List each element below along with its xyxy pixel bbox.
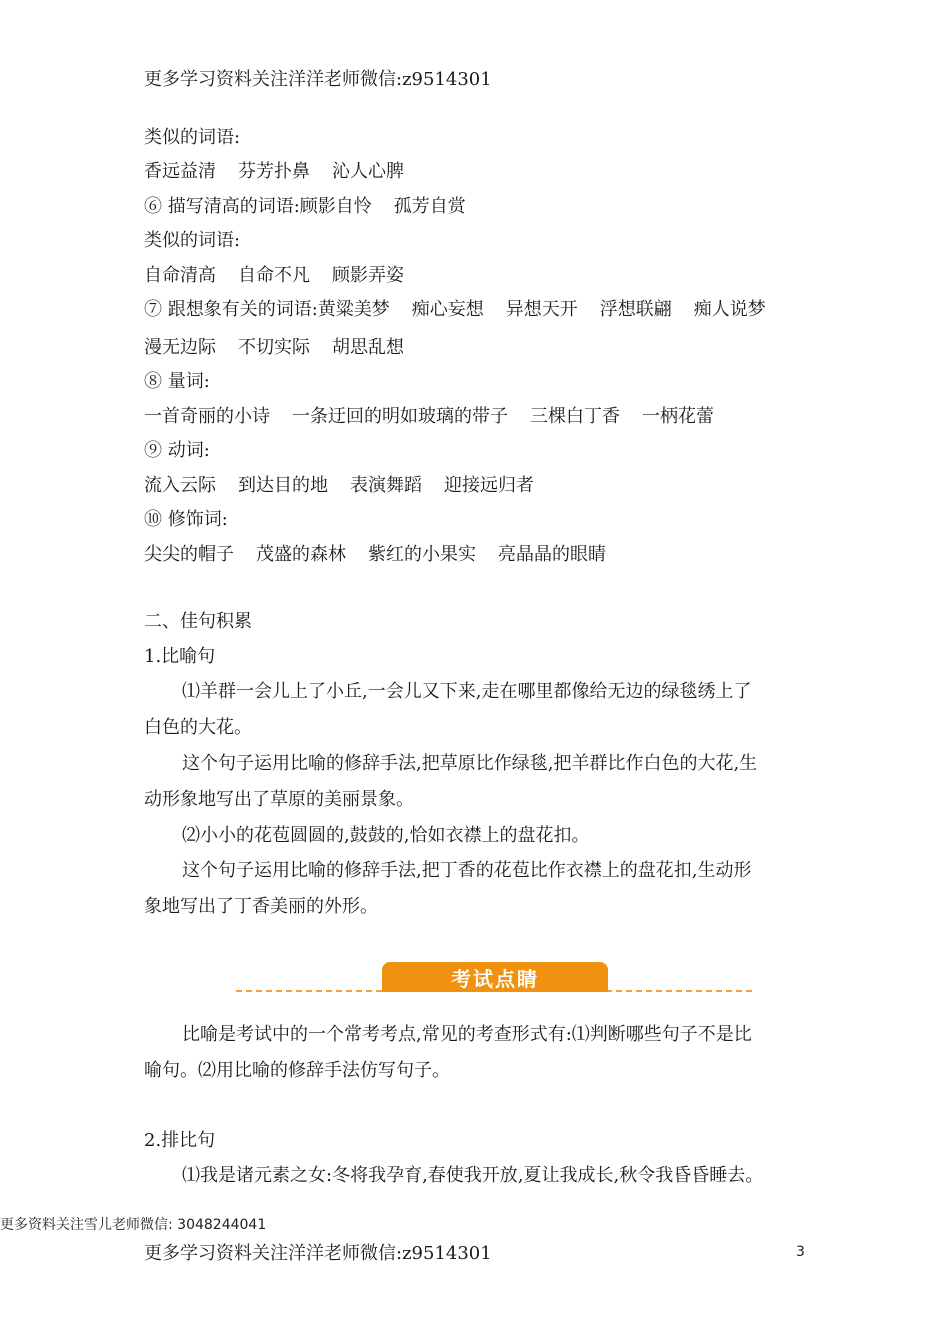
word-item: ⑥ 描写清高的词语:顾影自怜 xyxy=(144,196,372,217)
word-item: ⑩ 修饰词: xyxy=(144,509,228,530)
word-item: 异想天开 xyxy=(505,299,578,320)
word-list-line xyxy=(144,405,714,429)
word-list-line xyxy=(144,543,606,567)
explanation-1-cont: 动形象地写出了草原的美丽景象。 xyxy=(144,789,414,810)
word-item: 芬芳扑鼻 xyxy=(238,161,310,182)
banner-label: 考试点睛 xyxy=(382,962,608,992)
word-list-line xyxy=(144,195,466,219)
example-sentence-1-cont: 白色的大花。 xyxy=(144,717,252,738)
word-item: 一柄花蕾 xyxy=(642,406,714,427)
word-item: 三棵白丁香 xyxy=(530,406,620,427)
word-list-line xyxy=(144,160,404,184)
word-list-line xyxy=(144,264,404,288)
word-item: 到达目的地 xyxy=(238,475,328,496)
page-number: 3 xyxy=(796,1244,805,1260)
section-title: 二、佳句积累 xyxy=(144,611,252,632)
exam-tip-text: 比喻是考试中的一个常考考点,常见的考查形式有:⑴判断哪些句子不是比 xyxy=(182,1024,752,1045)
explanation-2-cont: 象地写出了丁香美丽的外形。 xyxy=(144,896,378,917)
word-item: 尖尖的帽子 xyxy=(144,544,234,565)
word-item: 类似的词语: xyxy=(144,127,241,148)
word-list-line xyxy=(144,298,766,322)
word-item: 沁人心脾 xyxy=(332,161,404,182)
subsection-title-parallelism: 2.排比句 xyxy=(144,1130,216,1151)
example-sentence-2: ⑵小小的花苞圆圆的,鼓鼓的,恰如衣襟上的盘花扣。 xyxy=(182,825,590,846)
word-item: 类似的词语: xyxy=(144,230,241,251)
example-sentence-3: ⑴我是诸元素之女:冬将我孕育,春使我开放,夏让我成长,秋令我昏昏睡去。 xyxy=(182,1165,764,1186)
word-item: 流入云际 xyxy=(144,475,216,496)
left-watermark: 更多资料关注雪儿老师微信: 3048244041 xyxy=(0,1217,267,1233)
word-list-line xyxy=(144,370,210,394)
word-item: 一条迂回的明如玻璃的带子 xyxy=(292,406,508,427)
word-item: 漫无边际 xyxy=(144,337,216,358)
word-item: 紫红的小果实 xyxy=(368,544,476,565)
word-list-line xyxy=(144,474,534,498)
word-list-line xyxy=(144,439,210,463)
exam-tip-banner xyxy=(236,960,752,996)
explanation-1: 这个句子运用比喻的修辞手法,把草原比作绿毯,把羊群比作白色的大花,生 xyxy=(182,753,758,774)
word-item: 痴心妄想 xyxy=(411,299,484,320)
word-item: 茂盛的森林 xyxy=(256,544,346,565)
word-list-line xyxy=(144,126,240,150)
word-item: 顾影弄姿 xyxy=(332,265,404,286)
word-item: 亮晶晶的眼睛 xyxy=(498,544,606,565)
explanation-2: 这个句子运用比喻的修辞手法,把丁香的花苞比作衣襟上的盘花扣,生动形 xyxy=(182,860,752,881)
word-item: ⑦ 跟想象有关的词语:黄粱美梦 xyxy=(144,299,390,320)
word-item: 浮想联翩 xyxy=(599,299,672,320)
word-list-line xyxy=(144,336,404,360)
word-item: 表演舞蹈 xyxy=(350,475,422,496)
footer-watermark: 更多学习资料关注洋洋老师微信:z9514301 xyxy=(144,1243,492,1264)
word-list-line xyxy=(144,229,240,253)
word-item: 不切实际 xyxy=(238,337,310,358)
word-item: 自命不凡 xyxy=(238,265,310,286)
subsection-title-metaphor: 1.比喻句 xyxy=(144,646,216,667)
word-item: 自命清高 xyxy=(144,265,216,286)
word-item: 香远益清 xyxy=(144,161,216,182)
word-item: 一首奇丽的小诗 xyxy=(144,406,270,427)
word-item: 痴人说梦 xyxy=(693,299,766,320)
exam-tip-text-cont: 喻句。⑵用比喻的修辞手法仿写句子。 xyxy=(144,1060,450,1081)
word-item: ⑧ 量词: xyxy=(144,371,210,392)
header-watermark: 更多学习资料关注洋洋老师微信:z9514301 xyxy=(144,69,492,90)
word-item: 迎接远归者 xyxy=(444,475,534,496)
word-item: 胡思乱想 xyxy=(332,337,404,358)
word-item: ⑨ 动词: xyxy=(144,440,210,461)
example-sentence-1: ⑴羊群一会儿上了小丘,一会儿又下来,走在哪里都像给无边的绿毯绣上了 xyxy=(182,681,752,702)
word-item: 孤芳自赏 xyxy=(393,196,466,217)
word-list-line xyxy=(144,508,228,532)
